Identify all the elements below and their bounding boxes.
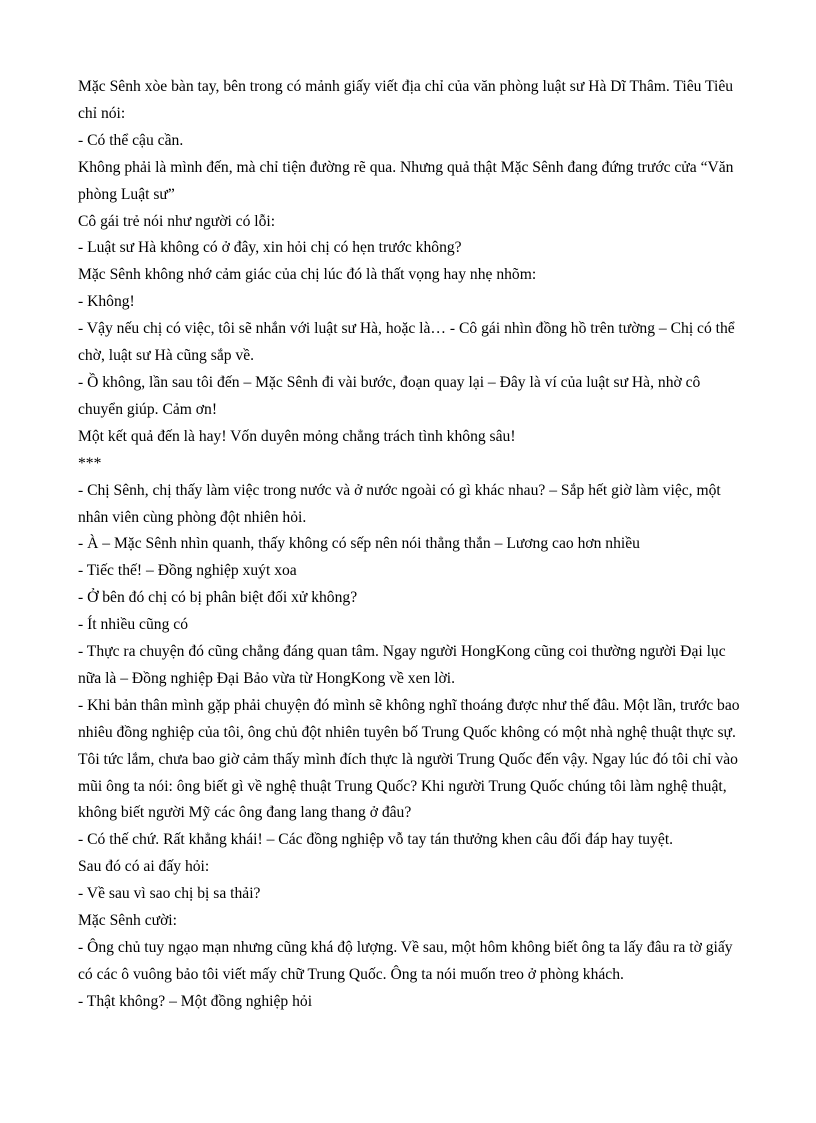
paragraph: - Ồ không, lần sau tôi đến – Mặc Sênh đi vài bước, đoạn quay lại – Đây là ví của luật sư Hà, nhờ cô chuyển giúp. Cảm ơn! (78, 373, 701, 418)
paragraph: Một kết quả đến là hay! Vốn duyên mỏng chẳng trách tình không sâu! (78, 427, 516, 445)
paragraph: Mặc Sênh cười: (78, 912, 177, 930)
paragraph: - Không! (78, 293, 135, 311)
paragraph: - À – Mặc Sênh nhìn quanh, thấy không có sếp nên nói thẳng thắn – Lương cao hơn nhiều (78, 535, 640, 553)
paragraph: - Thật không? – Một đồng nghiệp hỏi (78, 992, 313, 1010)
paragraph: - Ở bên đó chị có bị phân biệt đối xử không? (78, 589, 358, 607)
paragraph: Mặc Sênh xòe bàn tay, bên trong có mảnh giấy viết địa chỉ của văn phòng luật sư Hà Dĩ Thâm. Tiêu Tiêu chỉ nói: (78, 78, 734, 122)
paragraph: Mặc Sênh không nhớ cảm giác của chị lúc đó là thất vọng hay nhẹ nhõm: (78, 266, 537, 284)
paragraph: - Có thế chứ. Rất khẳng khái! – Các đồng nghiệp vỗ tay tán thưởng khen câu đối đáp hay tuyệt. (78, 831, 674, 849)
paragraph: - Khi bản thân mình gặp phải chuyện đó mình sẽ không nghĩ thoáng được như thế đâu. Một lần, trước bao nhiêu đồng nghiệp của tôi, ông chủ đột nhiên tuyên bố Trung Quốc không có một nhà nghệ thuật thực sự. Tôi tức lắm, chưa bao giờ cảm thấy mình đích thực là người Trung Quốc đến vậy. Ngay lúc đó tôi chỉ vào mũi ông ta nói: ông biết gì về nghệ thuật Trung Quốc? Khi người Trung Quốc chúng tôi làm nghệ thuật, không biết người Mỹ các ông đang lang thang ở đâu? (78, 696, 740, 822)
paragraph: - Ít nhiều cũng có (78, 616, 188, 634)
paragraph: Không phải là mình đến, mà chỉ tiện đường rẽ qua. Nhưng quả thật Mặc Sênh đang đứng trước cửa “Văn phòng Luật sư” (78, 158, 734, 203)
paragraph: - Luật sư Hà không có ở đây, xin hỏi chị có hẹn trước không? (78, 239, 462, 257)
paragraph: - Chị Sênh, chị thấy làm việc trong nước và ở nước ngoài có gì khác nhau? – Sắp hết giờ làm việc, một nhân viên cùng phòng đột nhiên hỏi. (78, 481, 721, 526)
paragraph: - Tiếc thế! – Đồng nghiệp xuýt xoa (78, 562, 297, 580)
paragraph: - Vậy nếu chị có việc, tôi sẽ nhắn với luật sư Hà, hoặc là… - Cô gái nhìn đồng hồ trên tường – Chị có thể chờ, luật sư Hà cũng sắp về. (78, 320, 735, 365)
paragraph: Sau đó có ai đấy hỏi: (78, 858, 210, 876)
section-separator: *** (78, 454, 102, 472)
paragraph: - Có thể cậu cần. (78, 131, 184, 149)
document-page (78, 74, 748, 1016)
paragraph: Cô gái trẻ nói như người có lỗi: (78, 212, 276, 230)
paragraph: - Về sau vì sao chị bị sa thải? (78, 885, 261, 903)
paragraph: - Thực ra chuyện đó cũng chẳng đáng quan tâm. Ngay người HongKong cũng coi thường người Đại lục nữa là – Đồng nghiệp Đại Bảo vừa từ HongKong về xen lời. (78, 643, 726, 687)
paragraph: - Ông chủ tuy ngạo mạn nhưng cũng khá độ lượng. Về sau, một hôm không biết ông ta lấy đâu ra tờ giấy có các ô vuông bảo tôi viết mấy chữ Trung Quốc. Ông ta nói muốn treo ở phòng khách. (78, 939, 733, 983)
